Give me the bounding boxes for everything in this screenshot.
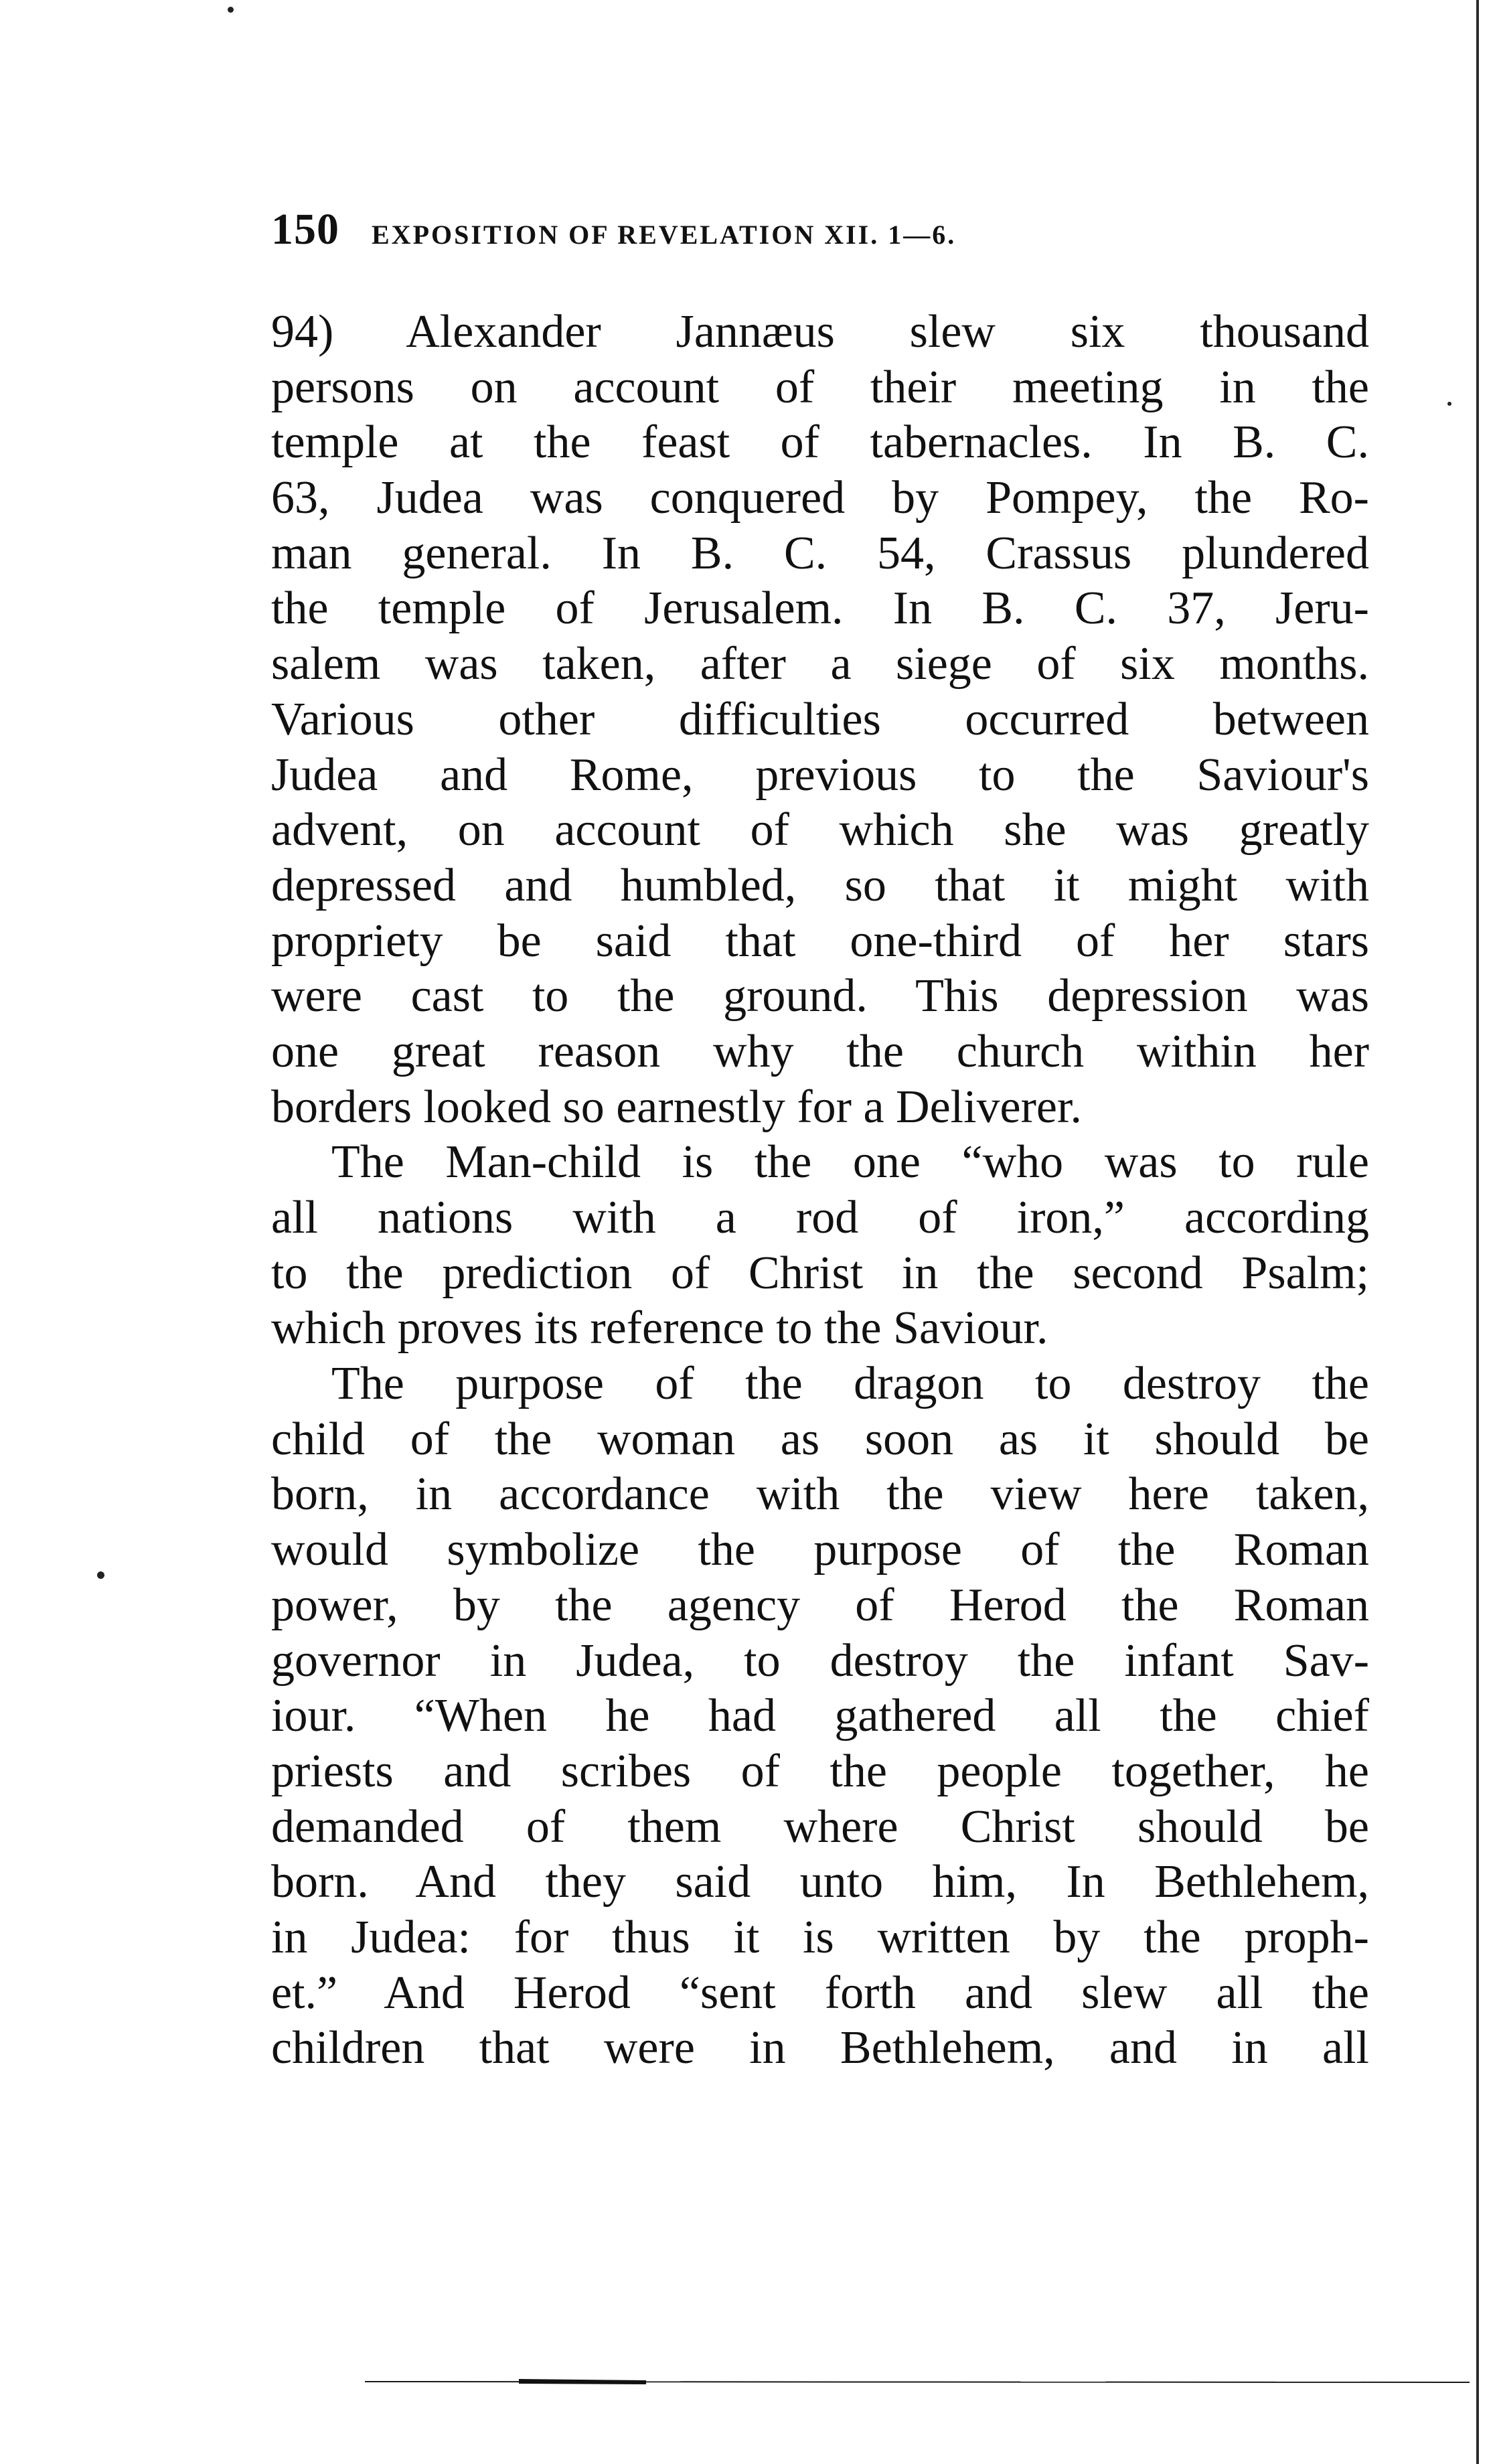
- scan-speck: [97, 1571, 104, 1579]
- text-line: in Judea: for thus it is written by the proph-: [271, 1911, 1369, 1963]
- text-line: all nations with a rod of iron,” according: [271, 1192, 1369, 1243]
- text-line: priests and scribes of the people together, he: [271, 1745, 1369, 1797]
- body-text: [271, 305, 1369, 2076]
- text-line: demanded of them where Christ should be: [271, 1800, 1369, 1853]
- page-header: [271, 204, 1222, 258]
- text-line: 94) Alexander Jannæus slew six thousand: [271, 306, 1369, 358]
- text-line: children that were in Bethlehem, and in all: [271, 2022, 1369, 2074]
- text-line: the temple of Jerusalem. In B. C. 37, Jeru-: [271, 583, 1369, 635]
- text-line: propriety be said that one-third of her stars: [271, 915, 1369, 967]
- scan-speck: [228, 7, 234, 13]
- bottom-rule: [365, 2378, 1470, 2385]
- text-line: The purpose of the dragon to destroy the: [331, 1358, 1369, 1410]
- text-line: which proves its reference to the Saviour.: [271, 1302, 1048, 1355]
- text-line: one great reason why the church within her: [271, 1025, 1369, 1077]
- text-line: advent, on account of which she was greatly: [271, 804, 1369, 856]
- text-line: 63, Judea was conquered by Pompey, the Ro-: [271, 472, 1369, 524]
- text-line: born. And they said unto him, In Bethlehem,: [271, 1856, 1369, 1908]
- text-line: iour. “When he had gathered all the chief: [271, 1690, 1369, 1742]
- text-line: born, in accordance with the view here taken,: [271, 1468, 1369, 1521]
- text-line: salem was taken, after a siege of six months.: [271, 638, 1369, 690]
- page-edge: [1476, 0, 1479, 2464]
- text-line: borders looked so earnestly for a Deliverer.: [271, 1081, 1082, 1133]
- scan-speck: [1447, 402, 1451, 406]
- text-line: would symbolize the purpose of the Roman: [271, 1524, 1369, 1576]
- text-line: temple at the feast of tabernacles. In B. C.: [271, 416, 1369, 469]
- text-line: Judea and Rome, previous to the Saviour's: [271, 749, 1369, 801]
- text-line: et.” And Herod “sent forth and slew all the: [271, 1967, 1369, 2019]
- text-line: power, by the agency of Herod the Roman: [271, 1579, 1369, 1631]
- text-line: persons on account of their meeting in the: [271, 361, 1369, 413]
- text-line: governor in Judea, to destroy the infant Sav-: [271, 1634, 1369, 1687]
- text-line: man general. In B. C. 54, Crassus plundered: [271, 527, 1369, 579]
- running-title: EXPOSITION OF REVELATION XII. 1—6.: [372, 220, 957, 250]
- text-line: to the prediction of Christ in the second Psalm;: [271, 1247, 1369, 1299]
- text-line: Various other difficulties occurred between: [271, 693, 1369, 745]
- text-line: The Man-child is the one “who was to rule: [331, 1136, 1369, 1188]
- page-number: 150: [271, 205, 339, 254]
- text-line: depressed and humbled, so that it might with: [271, 859, 1369, 911]
- text-line: were cast to the ground. This depression was: [271, 970, 1369, 1022]
- text-line: child of the woman as soon as it should be: [271, 1413, 1369, 1465]
